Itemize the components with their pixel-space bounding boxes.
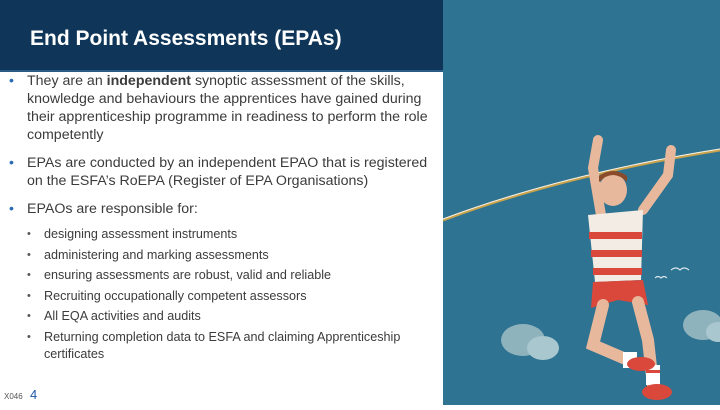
slide-content [9,72,434,364]
sub-bullet-item: • Returning completion data to ESFA and claiming Apprenticeship certificates [27,329,401,361]
bullet-item [9,154,434,190]
sub-bullet-item: • administering and marking assessments [27,247,434,268]
bullet-text: They are an independent synoptic assessment of the skills, knowledge and behaviours the apprentices have gained during their apprenticeship programme in readiness to perform the role competently [27,73,428,143]
bullet-item [9,72,434,144]
sub-bullet-item: • Recruiting occupationally competent assessors [27,288,434,309]
pole-vaulter-illustration [443,0,720,405]
sub-bullet-item: • All EQA activities and audits [27,308,434,329]
bullet-item [9,200,434,218]
birds-icon [655,268,689,278]
sub-bullet-icon: • [27,330,31,343]
bullet-text: EPAs are conducted by an independent EPAO that is registered on the ESFA’s RoEPA (Register of EPA Organisations) [27,155,428,189]
sub-bullet-icon: • [27,248,31,261]
bullet-emphasis: independent [106,73,191,89]
bullet-icon: • [9,201,14,217]
page-number: 4 [30,387,38,402]
bullet-text: EPAOs are responsible for: [27,201,198,217]
slide-title: End Point Assessments (EPAs) [30,27,342,50]
sub-bullet-icon: • [27,228,31,240]
footer-id: X046 [4,392,23,401]
sub-bullet-item: • ensuring assessments are robust, valid and reliable [27,267,434,288]
pole-vaulter-image [443,0,720,405]
sub-bullet-icon: • [27,289,31,302]
bullet-icon: • [9,155,14,171]
bullet-icon: • [9,73,14,89]
athlete-icon [588,140,672,400]
sub-bullet-list [27,226,434,364]
sub-bullet-icon: • [27,269,31,281]
sub-bullet-icon: • [27,310,31,322]
pole-icon [443,150,720,220]
sub-bullet-item: • designing assessment instruments [27,226,434,247]
